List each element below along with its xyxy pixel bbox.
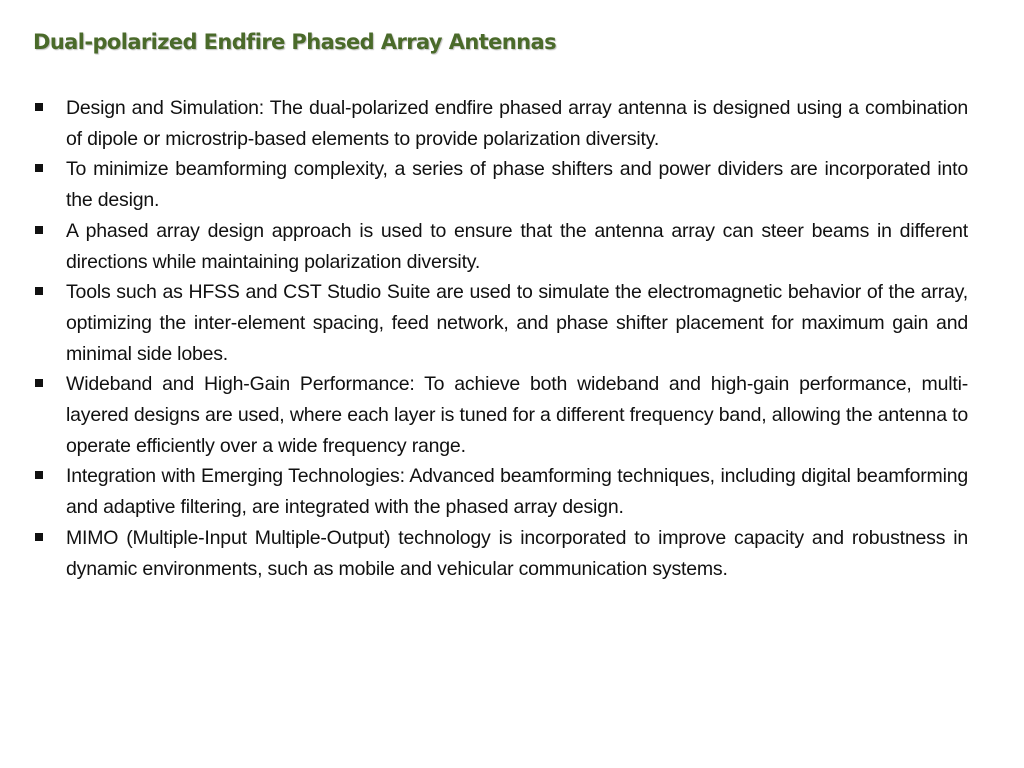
bullet-item [66, 216, 968, 277]
bullet-text: To minimize beamforming complexity, a series of phase shifters and power dividers are incorporated into the design. [66, 158, 968, 212]
bullet-item [66, 523, 968, 584]
square-bullet-icon [35, 226, 43, 234]
bullet-text: Tools such as HFSS and CST Studio Suite are used to simulate the electromagnetic behavior of the array, optimizing the inter-element spacing, feed network, and phase shifter placement for maximum gain and minimal side lobes. [66, 281, 968, 365]
bullet-item [66, 369, 968, 461]
square-bullet-icon [35, 287, 43, 295]
bullet-text: Design and Simulation: The dual-polarized endfire phased array antenna is designed using a combination of dipole or microstrip-based elements to provide polarization diversity. [66, 97, 968, 150]
square-bullet-icon [35, 379, 43, 387]
bullet-item [66, 154, 968, 215]
square-bullet-icon [35, 164, 43, 172]
bullet-text: Wideband and High-Gain Performance: To achieve both wideband and high-gain performance, multi-layered designs are used, where each layer is tuned for a different frequency band, allowing the antenna to operate efficiently over a wide frequency range. [66, 373, 968, 457]
bullet-text: Integration with Emerging Technologies: Advanced beamforming techniques, including digital beamforming and adaptive filtering, are integrated with the phased array design. [66, 465, 968, 519]
bullet-text: MIMO (Multiple-Input Multiple-Output) technology is incorporated to improve capacity and robustness in dynamic environments, such as mobile and vehicular communication systems. [66, 526, 968, 580]
slide-title: Dual-polarized Endfire Phased Array Antennas [33, 30, 556, 54]
square-bullet-icon [35, 103, 43, 111]
square-bullet-icon [35, 533, 43, 541]
bullet-list [66, 93, 968, 584]
bullet-item [66, 93, 968, 154]
bullet-item [66, 277, 968, 369]
bullet-item [66, 461, 968, 522]
square-bullet-icon [35, 471, 43, 479]
bullet-text: A phased array design approach is used to ensure that the antenna array can steer beams in different directions while maintaining polarization diversity. [66, 219, 968, 273]
